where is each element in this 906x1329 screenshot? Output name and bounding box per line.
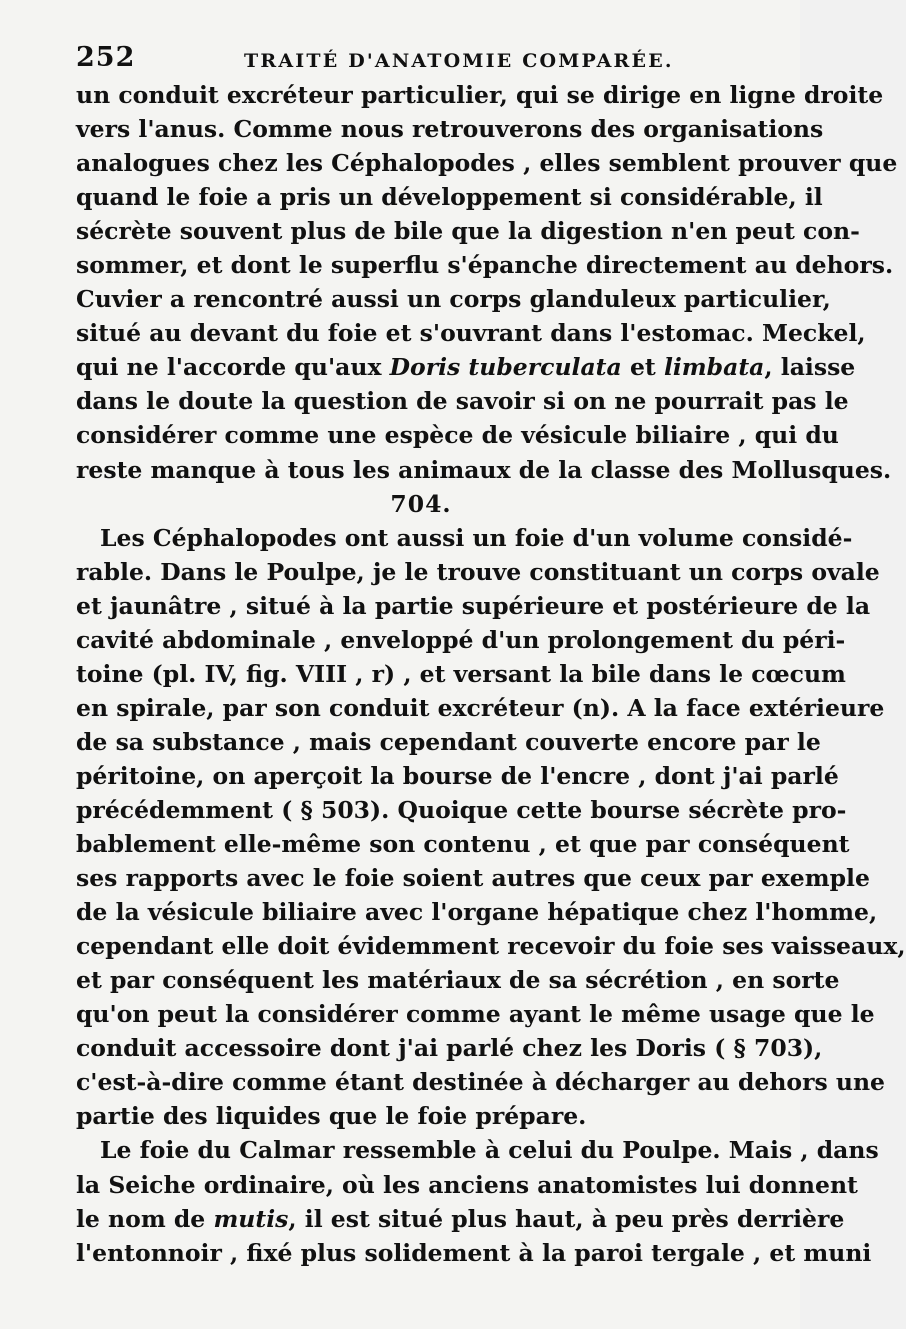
text-line: partie des liquides que le foie prépare. <box>76 1102 587 1131</box>
text-line: Cuvier a rencontré aussi un corps glanduleux particulier, <box>76 285 831 314</box>
text-line: rable. Dans le Poulpe, je le trouve constituant un corps ovale <box>76 557 880 586</box>
running-head: TRAITÉ D'ANATOMIE COMPARÉE. <box>244 50 674 72</box>
species-name: limbata <box>663 353 765 382</box>
text-line: situé au devant du foie et s'ouvrant dans l'estomac. Meckel, <box>76 319 866 348</box>
term-mutis: mutis <box>213 1204 289 1233</box>
text-line: l'entonnoir , fixé plus solidement à la paroi tergale , et muni <box>76 1238 872 1267</box>
text-line: quand le foie a pris un développement si considérable, il <box>76 183 823 212</box>
text-fragment: qui ne l'accorde qu'aux <box>76 353 390 382</box>
text-line: conduit accessoire dont j'ai parlé chez les Doris ( § 703), <box>76 1034 823 1063</box>
text-line: précédemment ( § 503). Quoique cette bourse sécrète pro- <box>76 795 847 824</box>
text-line: en spirale, par son conduit excréteur (n). A la face extérieure <box>76 693 885 722</box>
text-line: de sa substance , mais cependant couverte encore par le <box>76 727 821 756</box>
text-line: Les Céphalopodes ont aussi un foie d'un volume considé- <box>100 523 853 552</box>
page-header <box>76 42 766 82</box>
text-line: toine (pl. IV, fig. VIII , r) , et versant la bile dans le cœcum <box>76 659 846 688</box>
species-name: Doris tuberculata <box>389 353 622 382</box>
text-line: reste manque à tous les animaux de la classe des Mollusques. <box>76 455 892 484</box>
text-line: considérer comme une espèce de vésicule biliaire , qui du <box>76 421 839 450</box>
text-fragment: et <box>621 353 664 382</box>
text-line: et jaunâtre , situé à la partie supérieure et postérieure de la <box>76 591 871 620</box>
text-line: ses rapports avec le foie soient autres que ceux par exemple <box>76 864 870 893</box>
text-line: cependant elle doit évidemment recevoir du foie ses vaisseaux, <box>76 932 906 961</box>
text-line: péritoine, on aperçoit la bourse de l'encre , dont j'ai parlé <box>76 761 839 790</box>
text-line: qu'on peut la considérer comme ayant le même usage que le <box>76 1000 875 1029</box>
text-line: sécrète souvent plus de bile que la digestion n'en peut con- <box>76 217 860 246</box>
text-fragment: , il est situé plus haut, à peu près derrière <box>288 1204 845 1233</box>
text-line-italics <box>76 1202 845 1236</box>
text-line: analogues chez les Céphalopodes , elles semblent prouver que <box>76 149 898 178</box>
text-line: sommer, et dont le superflu s'épanche directement au dehors. <box>76 251 894 280</box>
text-line: dans le doute la question de savoir si on ne pourrait pas le <box>76 387 849 416</box>
page-number: 252 <box>76 42 136 73</box>
section-number: 704. <box>390 489 452 518</box>
text-line: la Seiche ordinaire, où les anciens anatomistes lui donnent <box>76 1170 858 1199</box>
text-fragment: , laisse <box>764 353 856 382</box>
text-line: un conduit excréteur particulier, qui se dirige en ligne droite <box>76 81 884 109</box>
text-line: vers l'anus. Comme nous retrouverons des organisations <box>76 115 824 144</box>
text-fragment: le nom de <box>76 1204 214 1233</box>
text-line: de la vésicule biliaire avec l'organe hépatique chez l'homme, <box>76 898 878 927</box>
text-line: bablement elle-même son contenu , et que par conséquent <box>76 830 850 859</box>
text-line: c'est-à-dire comme étant destinée à décharger au dehors une <box>76 1068 886 1097</box>
text-line: cavité abdominale , enveloppé d'un prolongement du péri- <box>76 625 846 654</box>
text-line-italics <box>76 350 856 384</box>
page-body <box>76 78 906 1270</box>
text-line: et par conséquent les matériaux de sa sécrétion , en sorte <box>76 966 840 995</box>
text-line: Le foie du Calmar ressemble à celui du Poulpe. Mais , dans <box>100 1136 879 1165</box>
